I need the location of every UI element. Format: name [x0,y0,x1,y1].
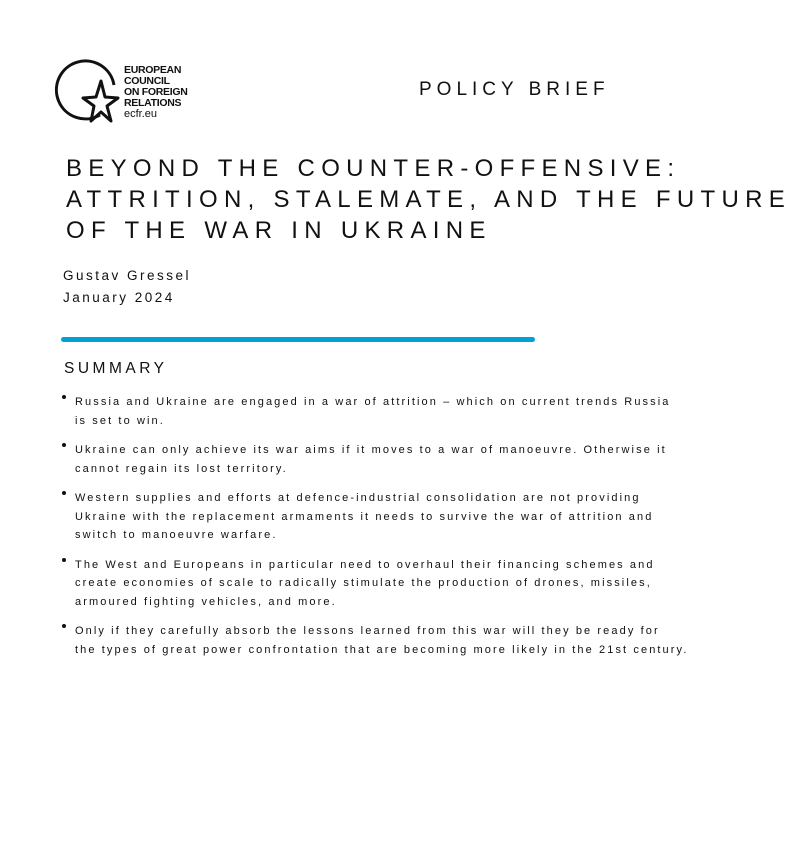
logo-wordmark [124,65,188,120]
summary-item-text: Western supplies and efforts at defence-industrial consolidation are not providing Ukraine with the replacement armaments it needs to survive the war of attrition and switch to manoeuvre warfare. [75,492,654,541]
bullet-icon [62,624,66,628]
author-name: Gustav Gressel [63,268,192,283]
logo-line: COUNCIL [124,75,170,87]
summary-item-text: Only if they carefully absorb the lessons learned from this war will they be ready for the types of great power confrontation that are becoming more likely in the 21st century. [75,625,689,656]
bullet-icon [62,443,66,447]
ecfr-logo [58,59,208,129]
summary-item [62,441,667,478]
title-line: OF THE WAR IN UKRAINE [66,217,492,244]
logo-line: RELATIONS [124,97,182,109]
summary-item [62,622,689,659]
title-line: ATTRITION, STALEMATE, AND THE FUTURE [66,186,791,213]
summary-item-text: Ukraine can only achieve its war aims if it moves to a war of manoeuvre. Otherwise it cannot regain its lost territory. [75,444,667,475]
logo-line: EUROPEAN [124,64,182,76]
bullet-icon [62,395,66,399]
title-line: BEYOND THE COUNTER-OFFENSIVE: [66,155,681,182]
divider-rule [61,337,535,342]
publication-date: January 2024 [63,290,175,305]
summary-heading: SUMMARY [64,360,168,377]
summary-item [62,393,671,430]
logo-url: ecfr.eu [124,108,158,120]
page-title [66,153,791,246]
summary-list [62,393,689,670]
logo-line: ON FOREIGN [124,86,188,98]
summary-item-text: The West and Europeans in particular need to overhaul their financing schemes and create economies of scale to radically stimulate the production of drones, missiles, armoured fighting vehicles, and more. [75,558,655,608]
bullet-icon [62,491,66,495]
star-circle-logo-icon [58,59,120,129]
summary-item [62,489,654,545]
bullet-icon [62,558,66,562]
summary-item-text: Russia and Ukraine are engaged in a war of attrition – which on current trends Russia is set to win. [75,396,671,427]
document-type-label: POLICY BRIEF [419,79,610,100]
summary-item [62,556,655,612]
